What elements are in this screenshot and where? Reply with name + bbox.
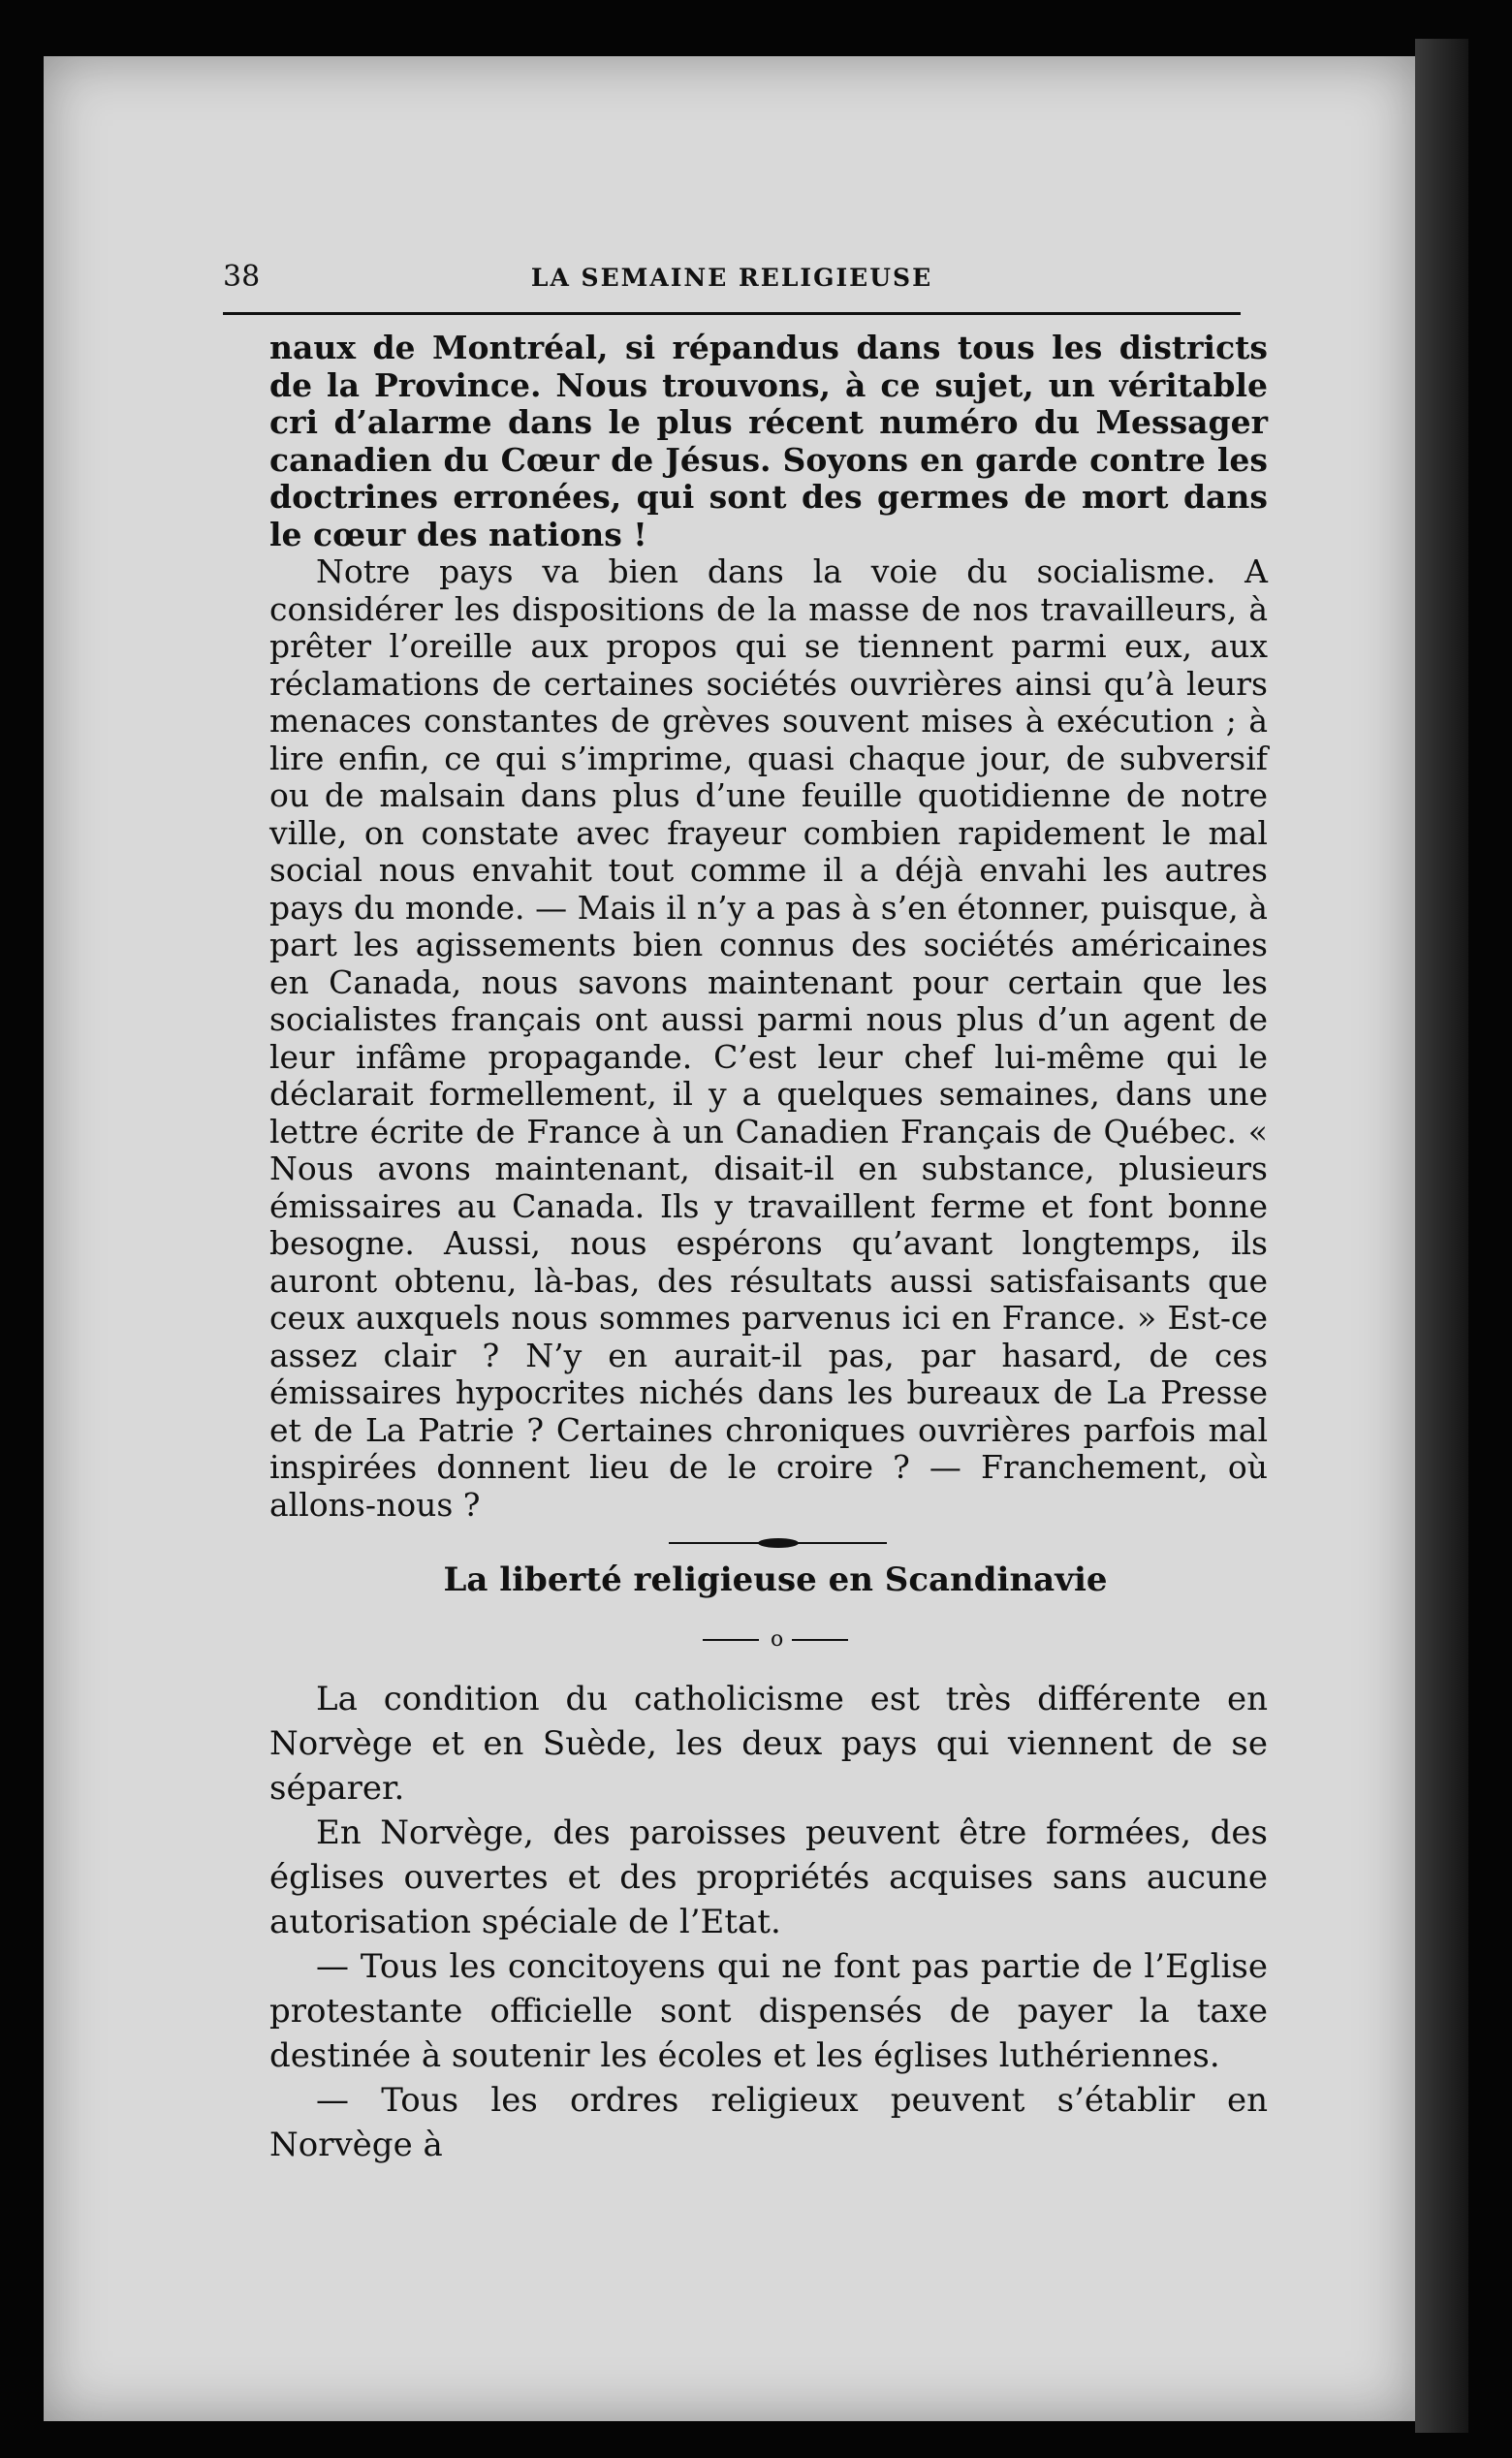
ornament-left-line [669, 1542, 761, 1544]
separator-ring: o [771, 1627, 784, 1652]
page-number: 38 [223, 260, 261, 294]
article-two-paragraph-two: En Norvège, des paroisses peuvent être formées, des églises ouvertes et des propriétés acquises sans aucune autorisation spéciale de l’Etat. [269, 1813, 1268, 1941]
running-head-title: LA SEMAINE RELIGIEUSE [530, 264, 933, 292]
separator-right-line [792, 1639, 848, 1641]
separator-left-line [703, 1639, 759, 1641]
article-one-paragraph-two: Notre pays va bien dans la voie du socialisme. A considérer les dispositions de la masse de nos travailleurs, à prêter l’oreille aux propos qui se tiennent parmi eux, aux réclamations de certaines sociétés ouvrières ainsi qu’à leurs menaces constantes de grèves souvent mises à exécution ; à lire enfin, ce qui s’imprime, quasi chaque jour, de subversif ou de malsain dans plus d’une feuille quotidienne de notre ville, on constate avec frayeur combien rapidement le mal social nous envahit tout comme il a déjà envahi les autres pays du monde. — Mais il n’y a pas à s’en étonner, puisque, à part les agissements bien connus des sociétés américaines en Canada, nous savons maintenant pour certain que les socialistes français ont aussi parmi nous plus d’un agent de leur infâme propagande. C’est leur chef lui-même qui le déclarait formellement, il y a quelques semaines, dans une lettre écrite de France à un Canadien Français de Québec. « Nous avons maintenant, disait-il en substance, plusieurs émissaires au Canada. Ils y travaillent ferme et font bonne besogne. Aussi, nous espérons qu’avant longtemps, ils auront obtenu, là-bas, des résultats aussi satisfaisants que ceux auxquels nous sommes parvenus ici en France. » Est-ce assez clair ? N’y en aurait-il pas, par hasard, de ces émissaires hypocrites nichés dans les bureaux de La Presse et de La Patrie ? Certaines chroniques ouvrières parfois mal inspirées donnent lieu de le croire ? — Franchement, où allons-nous ? [269, 552, 1268, 1524]
article-one-paragraph-one: naux de Montréal, si répandus dans tous les districts de la Province. Nous trouvons, à ce sujet, un véritable cri d’alarme dans le plus récent numéro du Messager canadien du Cœur de Jésus. Soyons en garde contre les doctrines erronées, qui sont des germes de mort dans le cœur des nations ! [269, 329, 1268, 553]
section-ornament [669, 1538, 887, 1548]
section-separator [703, 1628, 858, 1652]
section-title: La liberté religieuse en Scandinavie [443, 1560, 1108, 1599]
article-two-paragraph-three: — Tous les concitoyens qui ne font pas partie de l’Eglise protestante officielle sont dispensés de payer la taxe destinée à soutenir les écoles et les églises luthériennes. [269, 1947, 1268, 2075]
running-head [223, 260, 1241, 315]
second-article-text [269, 1677, 1268, 2167]
article-two-paragraph-four: — Tous les ordres religieux peuvent s’établir en Norvège à [269, 2081, 1268, 2164]
article-two-paragraph-one: La condition du catholicisme est très différente en Norvège et en Suède, les deux pays qui viennent de se séparer. [269, 1680, 1268, 1808]
ornament-right-line [795, 1542, 887, 1544]
first-article-text [269, 330, 1268, 1524]
adjacent-page-edge [1415, 39, 1468, 2433]
ornament-center-glyph [758, 1538, 799, 1548]
